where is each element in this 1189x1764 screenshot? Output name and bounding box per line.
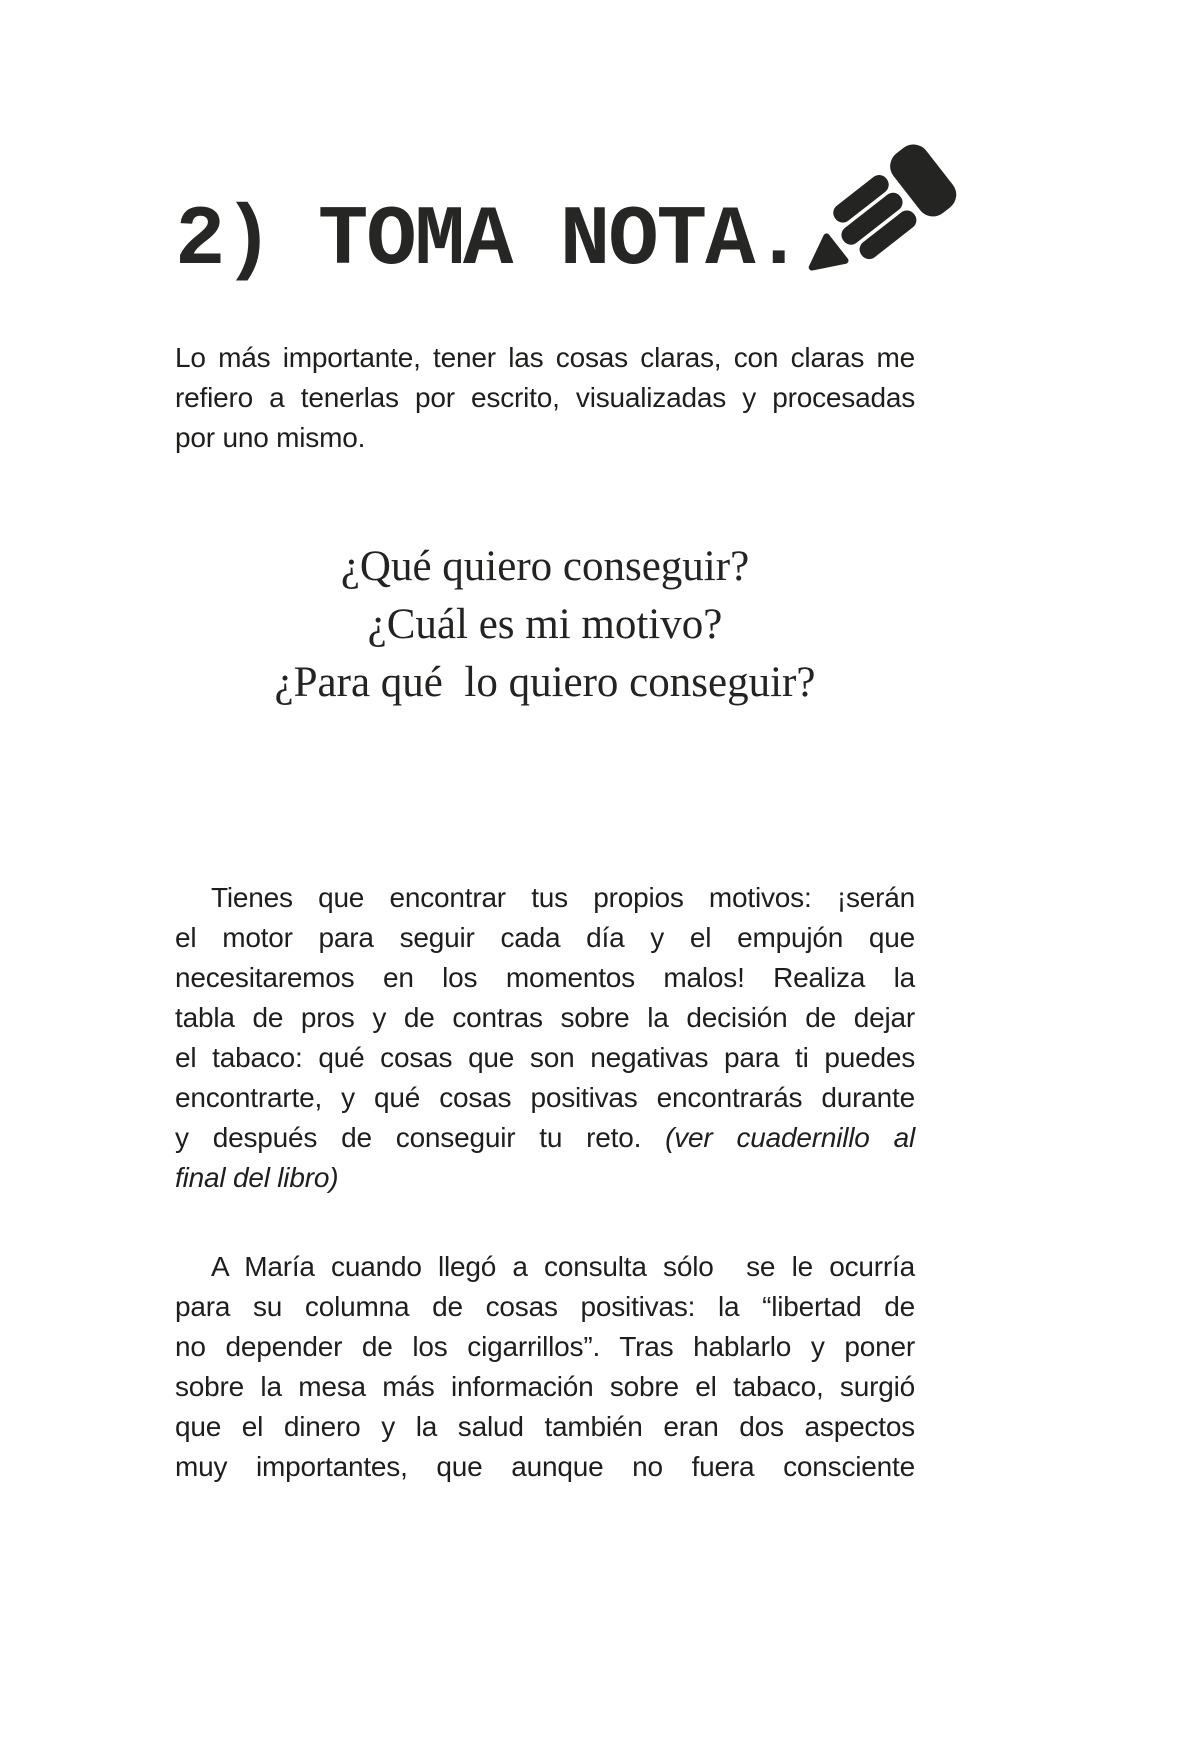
chapter-number: 2): [175, 194, 272, 289]
text-line: refiero a tenerlas por escrito, visualizadas y procesadas: [175, 382, 915, 413]
text-line: ¿Qué quiero conseguir?: [340, 543, 750, 590]
paragraph-maria: [175, 1247, 915, 1487]
questions-block: [175, 538, 915, 712]
text-line: encontrarte, y qué cosas positivas encontrarás durante: [175, 1082, 915, 1113]
text-line: el motor para seguir cada día y el empujón que: [175, 922, 915, 953]
text-line: por uno mismo.: [175, 422, 366, 453]
text-line: ¿Cuál es mi motivo?: [367, 601, 723, 648]
text-line: Tienes que encontrar tus propios motivos: ¡serán: [211, 882, 915, 913]
chapter-title: TOMA NOTA.: [317, 194, 802, 289]
intro-paragraph: [175, 338, 915, 458]
text-line: Lo más importante, tener las cosas claras, con claras me: [175, 342, 915, 373]
text-line: necesitaremos en los momentos malos! Realiza la: [175, 962, 915, 993]
pencil-tip: [802, 237, 845, 280]
text-line: final del libro): [175, 1162, 339, 1193]
text-line: ¿Para qué lo quiero conseguir?: [274, 659, 816, 706]
text-line: y después de conseguir tu reto. (ver cuadernillo al: [175, 1122, 915, 1153]
text-line: que el dinero y la salud también eran dos aspectos: [175, 1411, 915, 1442]
chapter-heading: [175, 192, 802, 292]
text-line: sobre la mesa más información sobre el tabaco, surgió: [175, 1371, 915, 1402]
text-line: tabla de pros y de contras sobre la decisión de dejar: [175, 1002, 915, 1033]
text-line: el tabaco: qué cosas que son negativas para ti puedes: [175, 1042, 915, 1073]
text-line: muy importantes, que aunque no fuera consciente: [175, 1451, 915, 1482]
text-line: A María cuando llegó a consulta sólo se le ocurría: [211, 1251, 915, 1282]
pencil-icon: [780, 132, 960, 303]
text-line: no depender de los cigarrillos”. Tras hablarlo y poner: [175, 1331, 915, 1362]
text-line: para su columna de cosas positivas: la “libertad de: [175, 1291, 915, 1322]
paragraph-motivos: [175, 878, 915, 1198]
